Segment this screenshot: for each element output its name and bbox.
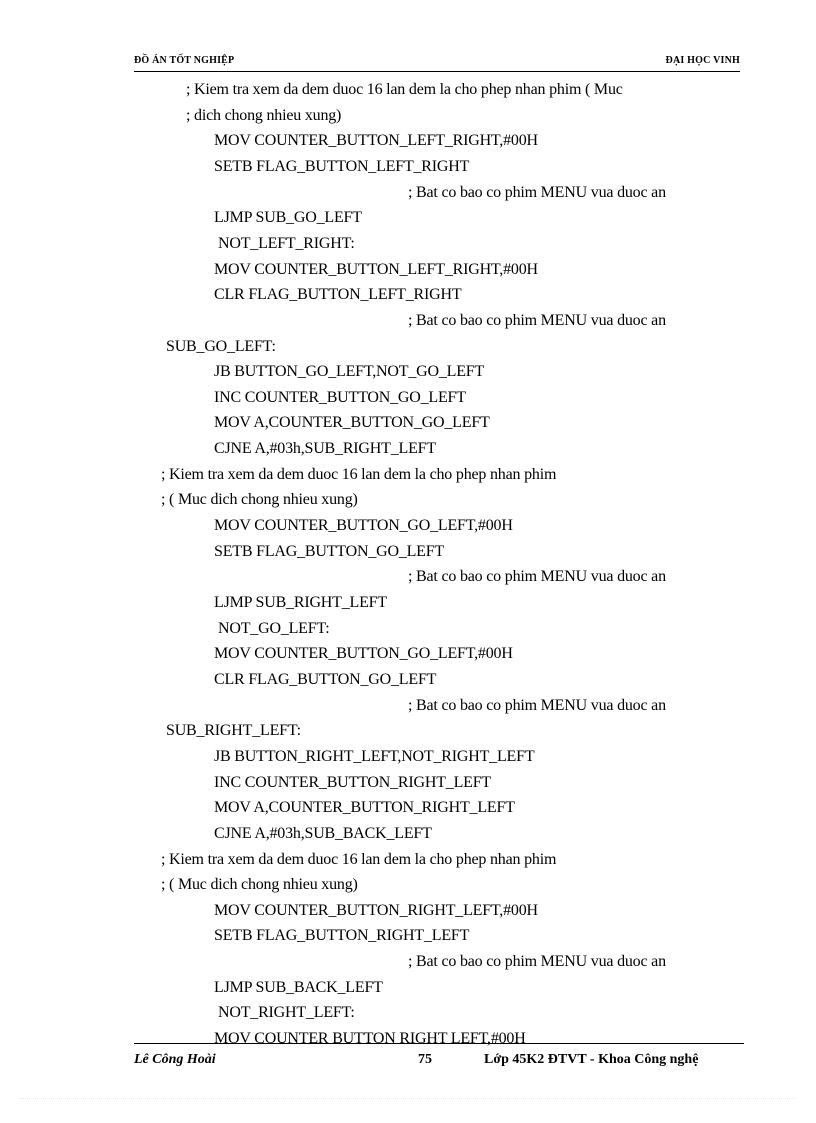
code-line: LJMP SUB_BACK_LEFT bbox=[214, 978, 383, 996]
code-line: MOV A,COUNTER_BUTTON_GO_LEFT bbox=[214, 414, 490, 432]
code-line: ; Bat co bao co phim MENU vua duoc an bbox=[408, 696, 666, 714]
code-line: LJMP SUB_RIGHT_LEFT bbox=[214, 594, 387, 611]
page-header bbox=[134, 55, 740, 72]
code-line: SETB FLAG_BUTTON_RIGHT_LEFT bbox=[214, 927, 470, 945]
code-line: CLR FLAG_BUTTON_GO_LEFT bbox=[214, 670, 437, 688]
code-line: SETB FLAG_BUTTON_LEFT_RIGHT bbox=[214, 157, 470, 175]
code-line: ; ( Muc dich chong nhieu xung) bbox=[161, 876, 358, 894]
code-line: JB BUTTON_RIGHT_LEFT,NOT_RIGHT_LEFT bbox=[214, 747, 535, 765]
footer-rule bbox=[134, 1043, 744, 1044]
code-line: ; Kiem tra xem da dem duoc 16 lan dem la cho phep nhan phim bbox=[161, 465, 557, 483]
footer-author: Lê Công Hoài bbox=[134, 1052, 216, 1067]
code-line: ; Bat co bao co phim MENU vua duoc an bbox=[408, 568, 666, 586]
code-line: ; Kiem tra xem da dem duoc 16 lan dem la cho phep nhan phim bbox=[161, 850, 557, 868]
code-line: LJMP SUB_GO_LEFT bbox=[214, 209, 362, 227]
code-line: SUB_GO_LEFT: bbox=[166, 337, 276, 355]
header-left-title: ĐỒ ÁN TỐT NGHIỆP bbox=[134, 55, 235, 66]
code-line: NOT_GO_LEFT: bbox=[218, 619, 330, 637]
code-line: MOV COUNTER_BUTTON_LEFT_RIGHT,#00H bbox=[214, 132, 538, 150]
code-line: SETB FLAG_BUTTON_GO_LEFT bbox=[214, 542, 445, 560]
code-line: JB BUTTON_GO_LEFT,NOT_GO_LEFT bbox=[214, 363, 485, 381]
code-line: ; ( Muc dich chong nhieu xung) bbox=[161, 491, 358, 509]
code-line: NOT_RIGHT_LEFT: bbox=[218, 1004, 355, 1022]
code-line: MOV COUNTER BUTTON RIGHT LEFT,#00H bbox=[214, 1030, 526, 1047]
code-line: MOV COUNTER_BUTTON_LEFT_RIGHT,#00H bbox=[214, 260, 538, 278]
code-line: CLR FLAG_BUTTON_LEFT_RIGHT bbox=[214, 286, 462, 304]
code-line: MOV A,COUNTER_BUTTON_RIGHT_LEFT bbox=[214, 799, 515, 817]
code-line: ; Kiem tra xem da dem duoc 16 lan dem la cho phep nhan phim ( Muc bbox=[186, 81, 623, 98]
code-line: NOT_LEFT_RIGHT: bbox=[218, 234, 355, 252]
code-line: MOV COUNTER_BUTTON_RIGHT_LEFT,#00H bbox=[214, 901, 538, 919]
footer-class-info: Lớp 45K2 ĐTVT - Khoa Công nghệ bbox=[484, 1052, 699, 1067]
code-line: ; Bat co bao co phim MENU vua duoc an bbox=[408, 311, 666, 329]
code-line: ; dich chong nhieu xung) bbox=[186, 106, 342, 124]
code-line: MOV COUNTER_BUTTON_GO_LEFT,#00H bbox=[214, 645, 513, 663]
page-edge-divider bbox=[20, 1098, 796, 1099]
page-number: 75 bbox=[418, 1052, 432, 1067]
header-right-title: ĐẠI HỌC VINH bbox=[665, 55, 740, 66]
code-line: ; Bat co bao co phim MENU vua duoc an bbox=[408, 183, 666, 201]
code-line: INC COUNTER_BUTTON_RIGHT_LEFT bbox=[214, 773, 492, 791]
code-line: INC COUNTER_BUTTON_GO_LEFT bbox=[214, 388, 466, 406]
code-line: ; Bat co bao co phim MENU vua duoc an bbox=[408, 953, 666, 971]
code-line: SUB_RIGHT_LEFT: bbox=[166, 722, 301, 740]
code-line: MOV COUNTER_BUTTON_GO_LEFT,#00H bbox=[214, 517, 513, 534]
code-line: CJNE A,#03h,SUB_RIGHT_LEFT bbox=[214, 440, 436, 458]
code-line: CJNE A,#03h,SUB_BACK_LEFT bbox=[214, 824, 432, 842]
